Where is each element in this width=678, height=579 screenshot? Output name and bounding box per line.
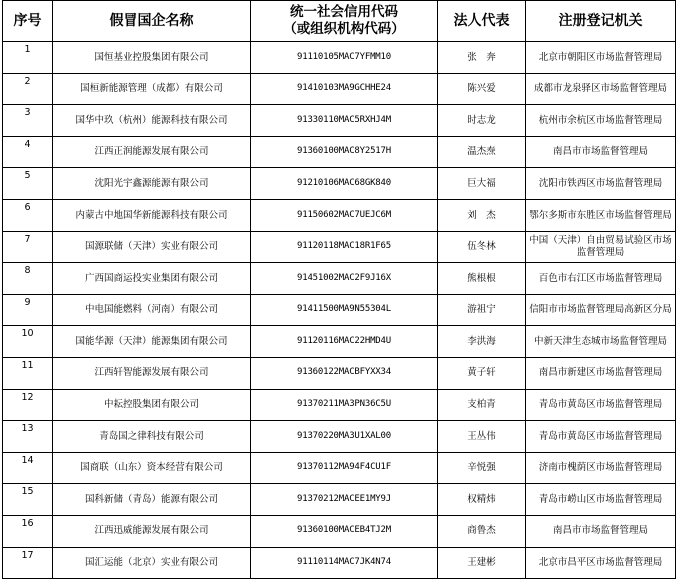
row-legal-rep: 王建彬 <box>438 547 526 579</box>
row-registration-authority: 百色市右江区市场监督管理局 <box>526 263 676 295</box>
row-registration-authority: 沈阳市铁西区市场监督管理局 <box>526 168 676 200</box>
row-credit-code: 91120118MAC18R1F65 <box>251 231 438 263</box>
row-index: 7 <box>3 231 53 263</box>
row-registration-authority: 南昌市市场监督管理局 <box>526 515 676 547</box>
row-legal-rep: 熊根根 <box>438 263 526 295</box>
row-company-name: 广西国商运投实业集团有限公司 <box>53 263 251 295</box>
row-company-name: 国商联（山东）资本经营有限公司 <box>53 452 251 484</box>
table-row <box>3 136 676 168</box>
row-credit-code: 91370220MA3U1XAL00 <box>251 421 438 453</box>
row-company-name: 江西轩智能源发展有限公司 <box>53 357 251 389</box>
row-index: 15 <box>3 484 53 516</box>
row-credit-code: 91210106MAC68GK840 <box>251 168 438 200</box>
row-company-name: 中电国能燃料（河南）有限公司 <box>53 294 251 326</box>
row-index: 14 <box>3 452 53 484</box>
row-registration-authority: 信阳市市场监督管理局高新区分局 <box>526 294 676 326</box>
header-code-line2: （或组织机构代码） <box>283 21 405 37</box>
row-registration-authority: 青岛市黄岛区市场监督管理局 <box>526 389 676 421</box>
table-row <box>3 294 676 326</box>
row-index: 12 <box>3 389 53 421</box>
row-index: 13 <box>3 421 53 453</box>
header-name: 假冒国企名称 <box>53 1 251 42</box>
row-company-name: 国桓新能源管理（成都）有限公司 <box>53 73 251 105</box>
table-row <box>3 421 676 453</box>
row-company-name: 国恒基业控股集团有限公司 <box>53 42 251 74</box>
row-registration-authority: 北京市朝阳区市场监督管理局 <box>526 42 676 74</box>
table-row <box>3 263 676 295</box>
row-index: 8 <box>3 263 53 295</box>
row-credit-code: 91120116MAC22HMD4U <box>251 326 438 358</box>
row-credit-code: 91451002MAC2F9J16X <box>251 263 438 295</box>
row-company-name: 国能华源（天津）能源集团有限公司 <box>53 326 251 358</box>
row-credit-code: 91150602MAC7UEJC6M <box>251 199 438 231</box>
row-company-name: 国科新储（青岛）能源有限公司 <box>53 484 251 516</box>
row-credit-code: 91360100MAC8Y2517H <box>251 136 438 168</box>
row-registration-authority: 青岛市崂山区市场监督管理局 <box>526 484 676 516</box>
row-credit-code: 91110105MAC7YFMM10 <box>251 42 438 74</box>
row-legal-rep: 李洪海 <box>438 326 526 358</box>
row-index: 17 <box>3 547 53 579</box>
row-credit-code: 91370211MA3PN36C5U <box>251 389 438 421</box>
table-row <box>3 231 676 263</box>
row-registration-authority: 青岛市黄岛区市场监督管理局 <box>526 421 676 453</box>
row-company-name: 国汇运能（北京）实业有限公司 <box>53 547 251 579</box>
header-index: 序号 <box>3 1 53 42</box>
row-registration-authority: 鄂尔多斯市东胜区市场监督管理局 <box>526 199 676 231</box>
table-row <box>3 42 676 74</box>
row-registration-authority: 中国（天津）自由贸易试验区市场监督管理局 <box>526 231 676 263</box>
row-company-name: 江西正润能源发展有限公司 <box>53 136 251 168</box>
row-company-name: 国华中玖（杭州）能源科技有限公司 <box>53 105 251 137</box>
row-company-name: 沈阳光宇鑫源能源有限公司 <box>53 168 251 200</box>
row-legal-rep: 商鲁杰 <box>438 515 526 547</box>
header-code <box>251 1 438 42</box>
row-registration-authority: 中新天津生态城市场监督管理局 <box>526 326 676 358</box>
row-index: 5 <box>3 168 53 200</box>
row-legal-rep: 伍冬林 <box>438 231 526 263</box>
row-credit-code: 91370212MACEE1MY9J <box>251 484 438 516</box>
row-index: 2 <box>3 73 53 105</box>
row-legal-rep: 支柏青 <box>438 389 526 421</box>
row-credit-code: 91360122MACBFYXX34 <box>251 357 438 389</box>
row-registration-authority: 成都市龙泉驿区市场监督管理局 <box>526 73 676 105</box>
fake-soe-table <box>2 0 676 579</box>
row-index: 3 <box>3 105 53 137</box>
table-row <box>3 199 676 231</box>
row-credit-code: 91370112MA94F4CU1F <box>251 452 438 484</box>
row-index: 4 <box>3 136 53 168</box>
row-legal-rep: 张 奔 <box>438 42 526 74</box>
row-legal-rep: 黄子轩 <box>438 357 526 389</box>
row-company-name: 青岛国之律科技有限公司 <box>53 421 251 453</box>
table-body <box>3 42 676 579</box>
row-registration-authority: 济南市槐荫区市场监督管理局 <box>526 452 676 484</box>
row-credit-code: 91330110MAC5RXHJ4M <box>251 105 438 137</box>
header-org: 注册登记机关 <box>526 1 676 42</box>
row-company-name: 国源联储（天津）实业有限公司 <box>53 231 251 263</box>
row-legal-rep: 陈兴爱 <box>438 73 526 105</box>
row-company-name: 中耘控股集团有限公司 <box>53 389 251 421</box>
row-company-name: 江西迅威能源发展有限公司 <box>53 515 251 547</box>
row-index: 9 <box>3 294 53 326</box>
row-index: 16 <box>3 515 53 547</box>
table-header-row <box>3 1 676 42</box>
table-row <box>3 105 676 137</box>
row-index: 11 <box>3 357 53 389</box>
table-row <box>3 357 676 389</box>
row-registration-authority: 杭州市余杭区市场监督管理局 <box>526 105 676 137</box>
row-legal-rep: 温杰焘 <box>438 136 526 168</box>
row-legal-rep: 时志龙 <box>438 105 526 137</box>
row-registration-authority: 南昌市新建区市场监督管理局 <box>526 357 676 389</box>
row-index: 1 <box>3 42 53 74</box>
table-row <box>3 484 676 516</box>
row-registration-authority: 北京市昌平区市场监督管理局 <box>526 547 676 579</box>
table-row <box>3 326 676 358</box>
header-rep: 法人代表 <box>438 1 526 42</box>
row-credit-code: 91410103MA9GCHHE24 <box>251 73 438 105</box>
header-code-line1: 统一社会信用代码 <box>290 4 398 20</box>
row-company-name: 内蒙古中地国华新能源科技有限公司 <box>53 199 251 231</box>
table-row <box>3 452 676 484</box>
table-row <box>3 515 676 547</box>
table-row <box>3 168 676 200</box>
table-row <box>3 389 676 421</box>
row-registration-authority: 南昌市市场监督管理局 <box>526 136 676 168</box>
row-legal-rep: 巨大福 <box>438 168 526 200</box>
row-legal-rep: 辛悦强 <box>438 452 526 484</box>
table-row <box>3 73 676 105</box>
row-credit-code: 91110114MAC7JK4N74 <box>251 547 438 579</box>
row-legal-rep: 权精炜 <box>438 484 526 516</box>
row-credit-code: 91411500MA9N55304L <box>251 294 438 326</box>
row-credit-code: 91360100MACEB4TJ2M <box>251 515 438 547</box>
table-row <box>3 547 676 579</box>
row-legal-rep: 游祖宁 <box>438 294 526 326</box>
row-legal-rep: 刘 杰 <box>438 199 526 231</box>
row-legal-rep: 王丛伟 <box>438 421 526 453</box>
row-index: 6 <box>3 199 53 231</box>
row-index: 10 <box>3 326 53 358</box>
